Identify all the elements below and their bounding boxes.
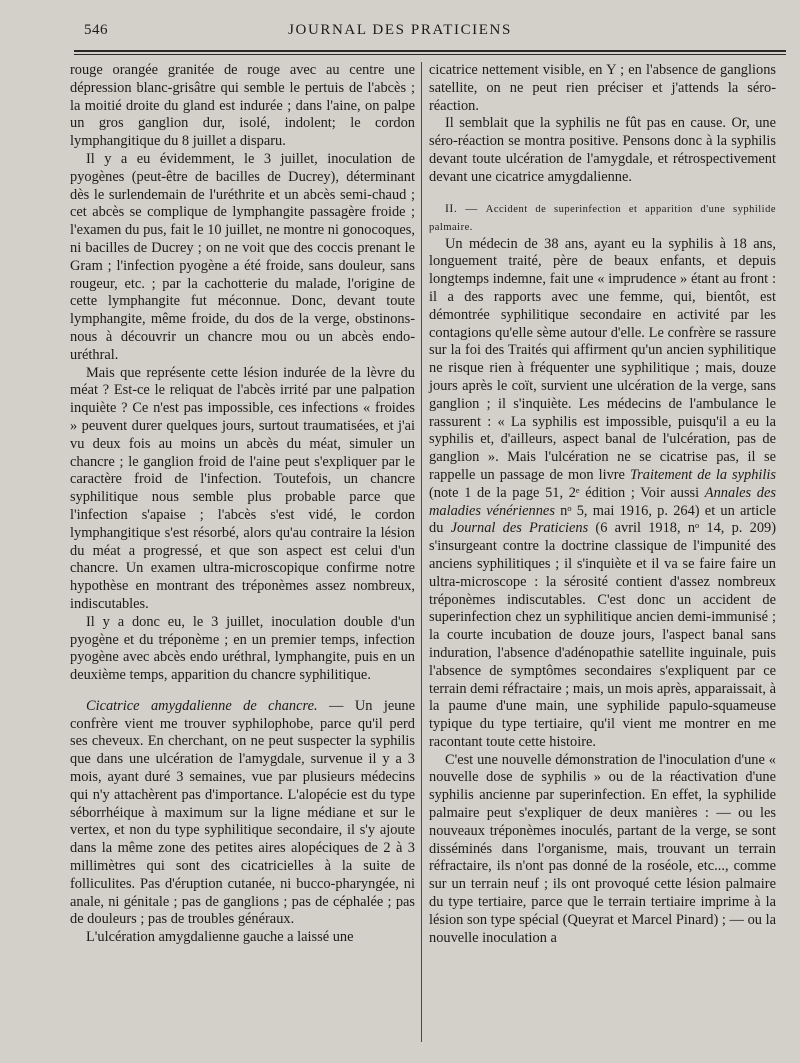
paragraph: Il semblait que la syphilis ne fût pas en cause. Or, une séro-réaction se montra positive. Pensons donc à la syphilis devant toute ulcération de l'amygdale, et rétrospectivement devant une cicatrice amygdalienne. (429, 115, 776, 185)
text-run: Un médecin de 38 ans, ayant eu la syphilis à 18 ans, longuement traité, père de beaux enfants, et depuis longtemps indemne, fait une « imprudence » étant au front : il a des rapports avec une femme, qui, bientôt, est démontrée syphilitique secondaire en activité par les contagions qu'elle sème autour d'elle. Le confrère se rassure sur la foi des Traités qui affirment qu'un ancien syphilitique ne risque rien à fréquenter une syphilitique ; mais, douze jours après le coït, survient une ulcération de la verge, sans ganglion ; il s'inquiète. Les médecins de l'ambulance le rassurent : « La syphilis est impossible, puisqu'il a eu la syphilis et, d'ailleurs, aspect banal de l'ulcération, pas de ganglion ». Mais l'ulcération ne se cicatrise pas, il se rappelle un passage de mon livre (429, 235, 776, 483)
header-rule-thin (74, 54, 786, 55)
section-heading (429, 200, 776, 236)
page-header (0, 22, 800, 46)
journal-reference: Journal des Praticiens (450, 520, 589, 537)
paragraph: C'est une nouvelle démonstration de l'inoculation d'une « nouvelle dose de syphilis » ou de la réactivation d'une syphilis ancienne par superinfection. En effet, la syphilide palmaire peut s'expliquer de deux manières : — ou les nouveaux tréponèmes inoculés, partant de la verge, se sont disséminés dans l'organisme, mais, trouvant un terrain réfractaire, ils n'ont pas donné de la roséole, etc..., comme sur un terrain neuf ; ils ont provoqué cette lésion palmaire du type tertiaire, parce que le terrain tertiaire imprime à la lésion son type spécial (Queyrat et Marcel Pinard) ; — ou la nouvelle inoculation a (429, 751, 776, 946)
text-run: nᵒ 5, mai 1916, p. 264) et un article du (429, 502, 776, 537)
left-column (70, 62, 415, 947)
paragraph: Il y a eu évidemment, le 3 juillet, inoculation de pyogènes (peut-être de bacilles de Ducrey), déterminant dès le surlendemain de l'uréthrite et un abcès semi-chaud ; cet abcès se complique de lymphangite passagère froide ; l'examen du pus, fait le 10 juillet, ne montre ni gonocoques, ni bacilles de Ducrey ; on ne voit que des coccis prenant le Gram ; l'infection pyogène a été froide, sans douleur, sans rougeur, etc. ; par la cachotterie du malade, l'origine de cette lymphangite fut méconnue. Donc, devant toute lymphangite, même froide, du dos de la verge, obstinons-nous à découvrir un chancre mou ou un abcès endo-uréthral. (70, 150, 415, 363)
paragraph: L'ulcération amygdalienne gauche a laissé une (86, 929, 354, 946)
text-run: (6 avril 1918, nᵒ 14, p. 209) s'insurgeant contre la doctrine classique de l'impunité des anciens syphilitiques ; il s'inquiète et il va se faire faire un ultra-microscope : la sérosité contient d'assez nombreux tréponèmes indiscutables. C'est donc un accident de superinfection chez un syphilitique ancien demi-immunisé ; la courte incubation de douze jours, l'aspect banal sans induration, l'absence d'adénopathie satellite inguinale, puis l'absence de symptômes secondaires s'expliquent par ce terrain demi réfractaire ; mais, un mois après, apparaissait, à la paume d'une main, une syphilide papulo-squameuse typique du type tertiaire, qu'il vient me montrer en me racontant toute cette histoire. (429, 520, 777, 750)
text-run: (note 1 de la page 51, 2ᵉ édition ; Voir aussi (429, 484, 705, 501)
journal-title: JOURNAL DES PRATICIENS (288, 22, 512, 38)
section-title: Accident de superinfection et apparition d'une syphilide palmaire. (429, 203, 776, 233)
paragraph-amygdale (70, 698, 415, 929)
paragraph: Mais que représente cette lésion indurée de la lèvre du méat ? Est-ce le reliquat de l'abcès irrité par une palpation inquiète ? Ce n'est pas impossible, ces infections « froides » peuvent durer quelques jours, surtout traumatisées, et j'ai vu deux fois au moins un abcès du méat, simuler un chancre ; le ganglion froid de l'aine peut s'expliquer par le caractère froid de l'infection. Toutefois, un chancre syphilitique nous semble plus probable parce que l'infection s'apaise ; l'abcès s'est vidé, le cordon lymphangitique s'est résorbé, alors qu'au contraire la lésion du méat a progressé, et que son aspect est celui d'un chancre. Un examen ultra-microscopique confirme notre hypothèse en montrant des tréponèmes assez nombreux, indiscutables. (70, 364, 415, 612)
page-number: 546 (84, 22, 108, 38)
right-column (429, 62, 776, 947)
paragraph: Il y a donc eu, le 3 juillet, inoculation double d'un pyogène et du tréponème ; en un premier temps, infection pyogène avec abcès endo uréthral, lymphangite, puis en un deuxième temps, apparition du chancre syphilitique. (70, 613, 415, 684)
section-number: II. — (445, 200, 486, 215)
paragraph-heading: Cicatrice amygdalienne de chancre. (86, 697, 318, 714)
paragraph-body: — Un jeune confrère vient me trouver syphilophobe, parce qu'il perd ses cheveux. En cherchant, on ne peut suspecter la syphilis que dans une ulcération de l'amygdale, survenue il y a 3 mois, ayant duré 3 semaines, vue par plusieurs médecins qui n'y attachèrent pas d'importance. L'alopécie est du type séborrhéique à maximum sur la ligne médiane et sur le vertex, et non du type syphilitique secondaire, il s'y ajoute dans la même zone des petites aires alopéciques de 2 à 3 millimètres qui sont des cicatricielles à la suite de folliculites. Pas d'éruption cutanée, ni bucco-pharyngée, ni anale, ni génitale ; pas de ganglions ; pas de céphalée ; pas de douleurs ; pas de troubles généraux. (70, 697, 415, 928)
book-title: Traitement de la syphilis (629, 466, 777, 483)
header-rule (74, 50, 786, 52)
journal-reference: Annales des maladies vénériennes (429, 484, 776, 519)
paragraph: rouge orangée granitée de rouge avec au centre une dépression blanc-grisâtre qui semble le pertuis de l'abcès ; la moitié droite du gland est indurée ; dans l'aine, on palpe un gros ganglion dur, isolé, indolent; le cordon lymphangitique du 8 juillet a disparu. (70, 62, 415, 150)
column-divider (421, 62, 422, 1042)
paragraph (429, 236, 776, 752)
paragraph: cicatrice nettement visible, en Y ; en l'absence de ganglions satellite, on ne peut rien préciser et j'attends la séro-réaction. (429, 62, 776, 114)
